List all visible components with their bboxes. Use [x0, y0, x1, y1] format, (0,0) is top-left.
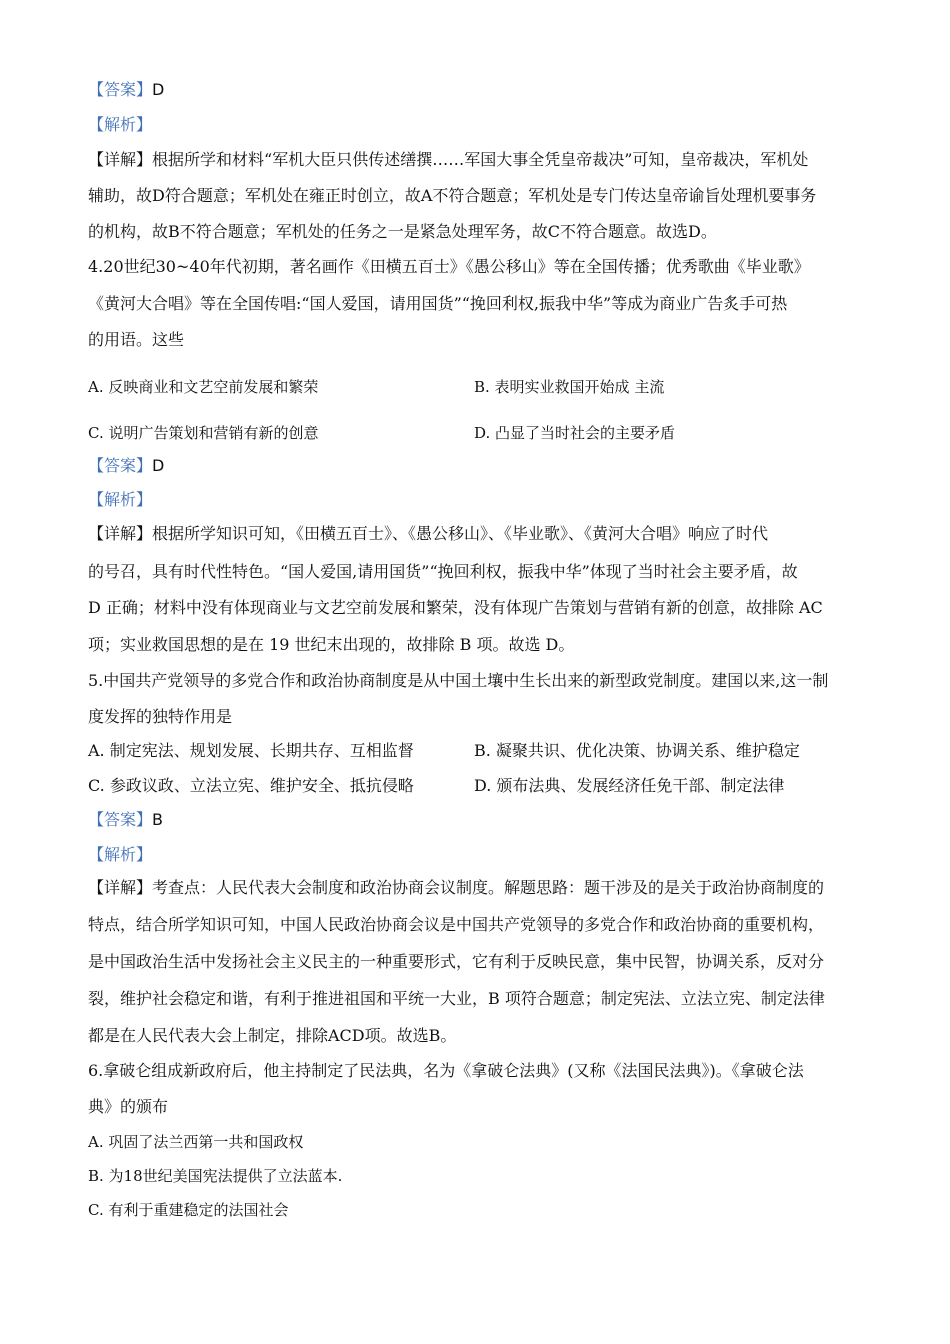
detail-text: 根据所学和材料“军机大臣只供传述缮撰……军国大事全凭皇帝裁决”可知，皇帝裁决，军机处 — [152, 150, 809, 169]
option-c: C. 参政议政、立法立宪、维护安全、抵抗侵略 — [88, 776, 414, 795]
detail-line: 的机构，故B不符合题意；军机处的任务之一是紧急处理军务，故C不符合题意。故选D。 — [88, 222, 717, 241]
answer-tag: 【答案】 — [88, 810, 153, 829]
analysis-tag: 【解析】 — [88, 115, 153, 134]
option-c: C. 说明广告策划和营销有新的创意 — [88, 424, 319, 442]
answer-value: D — [152, 80, 165, 99]
detail-line: 辅助，故D符合题意；军机处在雍正时创立，故A不符合题意；军机处是专门传达皇帝谕旨处理机要事务 — [88, 186, 817, 205]
answer-tag: 【答案】 — [88, 456, 153, 475]
detail-tag: 【详解】 — [88, 878, 153, 897]
answer-value: B — [152, 810, 163, 829]
detail-line — [88, 524, 768, 544]
answer-tag: 【答案】 — [88, 80, 153, 99]
detail-text: 根据所学知识可知，《田横五百士》、《愚公移山》、《毕业歌》、《黄河大合唱》响应了时代 — [152, 524, 769, 543]
answer-line — [88, 456, 164, 476]
detail-text: 考查点：人民代表大会制度和政治协商会议制度。解题思路：题干涉及的是关于政治协商制度的 — [152, 878, 825, 897]
detail-line — [88, 878, 824, 898]
option-a: A. 巩固了法兰西第一共和国政权 — [88, 1133, 304, 1151]
question-stem: 6.拿破仑组成新政府后，他主持制定了民法典，名为《拿破仑法典》(又称《法国民法典》)。《拿破仑法 — [88, 1061, 804, 1080]
option-b: B. 凝聚共识、优化决策、协调关系、维护稳定 — [474, 741, 800, 760]
analysis-tag: 【解析】 — [88, 490, 153, 509]
detail-line: 裂，维护社会稳定和谐，有利于推进祖国和平统一大业，B 项符合题意；制定宪法、立法立宪、制定法律 — [88, 989, 825, 1008]
detail-tag: 【详解】 — [88, 524, 153, 543]
question-stem: 4.20世纪30~40年代初期，著名画作《田横五百士》《愚公移山》等在全国传播；优秀歌曲《毕业歌》 — [88, 257, 810, 276]
analysis-tag: 【解析】 — [88, 845, 153, 864]
question-stem: 《黄河大合唱》等在全国传唱:“国人爱国，请用国货”“挽回利权,振我中华”等成为商业广告炙手可热 — [88, 294, 788, 313]
detail-line — [88, 150, 808, 170]
option-b: B. 为18世纪美国宪法提供了立法蓝本. — [88, 1167, 343, 1185]
option-d: D. 凸显了当时社会的主要矛盾 — [474, 424, 676, 442]
answer-value: D — [152, 456, 165, 475]
question-stem: 度发挥的独特作用是 — [88, 707, 233, 726]
option-c: C. 有利于重建稳定的法国社会 — [88, 1201, 289, 1219]
question-stem: 典》的颁布 — [88, 1097, 169, 1116]
question-stem: 5.中国共产党领导的多党合作和政治协商制度是从中国土壤中生长出来的新型政党制度。建国以来,这一制 — [88, 671, 829, 690]
detail-line: D 正确；材料中没有体现商业与文艺空前发展和繁荣，没有体现广告策划与营销有新的创意，故排除 AC — [88, 598, 823, 617]
option-a: A. 制定宪法、规划发展、长期共存、互相监督 — [88, 741, 414, 760]
detail-line: 都是在人民代表大会上制定，排除ACD项。故选B。 — [88, 1026, 457, 1045]
answer-line — [88, 810, 163, 830]
detail-tag: 【详解】 — [88, 150, 153, 169]
option-b: B. 表明实业救国开始成 主流 — [474, 378, 665, 396]
option-a: A. 反映商业和文艺空前发展和繁荣 — [88, 378, 319, 396]
detail-line: 特点，结合所学知识可知，中国人民政治协商会议是中国共产党领导的多党合作和政治协商的重要机构， — [88, 915, 825, 934]
detail-line: 是中国政治生活中发扬社会主义民主的一种重要形式，它有利于反映民意，集中民智，协调关系，反对分 — [88, 952, 825, 971]
detail-line: 的号召，具有时代性特色。“国人爱国,请用国货”“挽回利权，振我中华”体现了当时社会主要矛盾，故 — [88, 562, 798, 581]
option-d: D. 颁布法典、发展经济任免干部、制定法律 — [474, 776, 785, 795]
answer-line — [88, 80, 164, 100]
question-stem: 的用语。这些 — [88, 330, 185, 349]
detail-line: 项；实业救国思想的是在 19 世纪末出现的，故排除 B 项。故选 D。 — [88, 635, 575, 654]
